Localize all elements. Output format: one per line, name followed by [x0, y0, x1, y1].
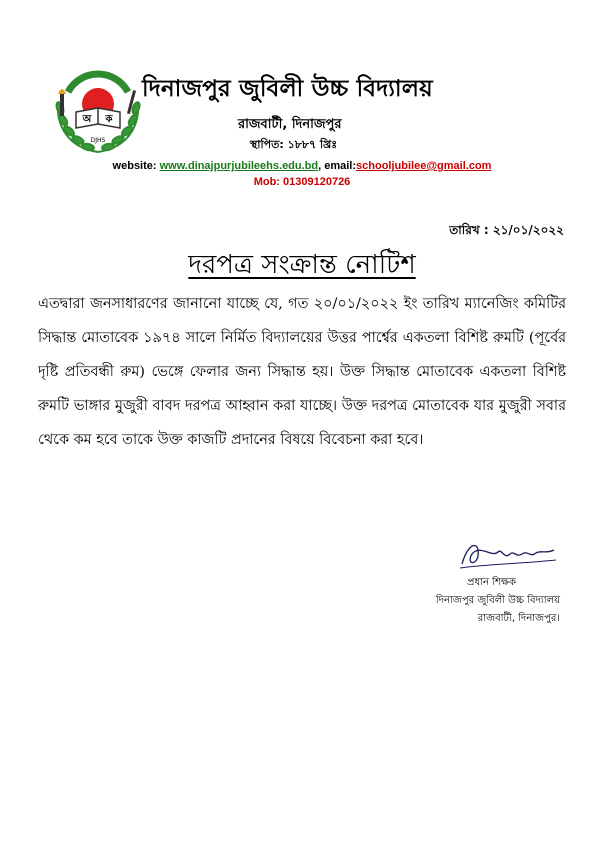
handwritten-signature [458, 534, 558, 574]
school-address: রাজবাটী, দিনাজপুর [238, 117, 342, 132]
contact-line [0, 160, 604, 172]
logo-letter-2: ক [105, 114, 113, 125]
email-link[interactable]: schooljubilee@gmail.com [356, 160, 492, 172]
signatory-address: রাজবাটী, দিনাজপুর। [477, 613, 560, 624]
notice-title-text: দরপত্র সংক্রান্ত নোটিশ [188, 250, 416, 280]
established-year: স্থাপিত: ১৮৮৭ খ্রিঃ [250, 138, 338, 151]
school-name: দিনাজপুর জুবিলী উচ্চ বিদ্যালয় [142, 75, 433, 102]
notice-date: তারিখ : ২১/০১/২০২২ [449, 223, 564, 237]
signatory-designation: প্রধান শিক্ষক [467, 577, 516, 588]
logo-initials: DJHS [90, 137, 106, 144]
mobile-number: Mob: 01309120726 [253, 176, 351, 188]
logo-letter-1: অ [82, 114, 92, 125]
email-label: , email: [318, 160, 357, 172]
signatory-institution: দিনাজপুর জুবিলী উচ্চ বিদ্যালয় [435, 595, 560, 606]
school-emblem-icon [50, 62, 146, 158]
notice-title [0, 244, 604, 288]
signatory-block [360, 574, 560, 628]
website-link[interactable]: www.dinajpurjubileehs.edu.bd [159, 160, 319, 172]
website-label: website: [112, 160, 160, 172]
notice-body: এতদ্বারা জনসাধারণের জানানো যাচ্ছে যে, গত ২০/০১/২০২২ ইং তারিখ ম্যানেজিং কমিটির সিদ্ধান্ত মোতাবেক ১৯৭৪ সালে নির্মিত বিদ্যালয়ের উত্তর পার্শ্বের একতলা বিশিষ্ট রুমটি (পূর্বের দৃষ্টি প্রতিবন্ধী রুম) ভেঙ্গে ফেলার জন্য সিদ্ধান্ত হয়। উক্ত সিদ্ধান্ত মোতাবেক একতলা বিশিষ্ট রুমটি ভাঙ্গার মুজুরী বাবদ দরপত্র আহ্বান করা যাচ্ছে। উক্ত দরপত্র মোতাবেক যার মুজুরী সবার থেকে কম হবে তাকে উক্ত কাজটি প্রদানের বিষয়ে বিবেচনা করা হবে। [38, 296, 566, 448]
